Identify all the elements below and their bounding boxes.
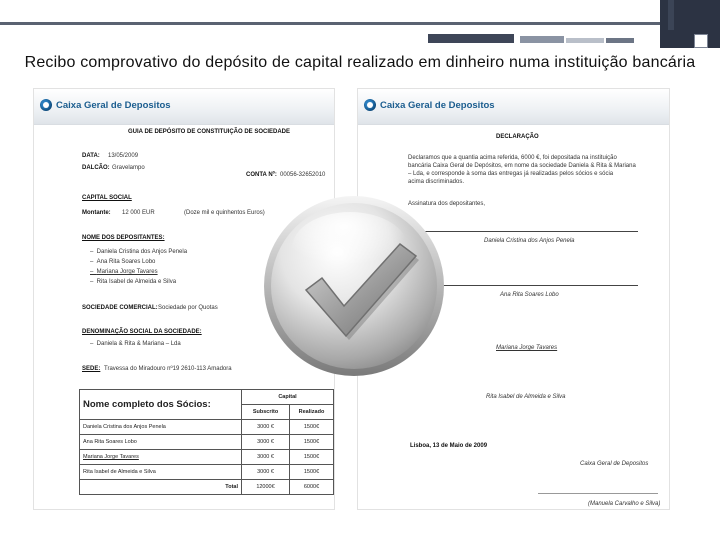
- document-header: [358, 89, 669, 125]
- subscribed-value: 3000 €: [242, 435, 290, 450]
- deco-bar: [566, 38, 604, 43]
- table-header-row: [80, 390, 334, 405]
- declaration-line: acima discriminados.: [408, 179, 465, 185]
- date-value: 13/05/2009: [108, 153, 139, 159]
- bank-logo-icon: [364, 99, 376, 111]
- account-label: CONTA Nº:: [246, 172, 277, 178]
- bank-brand: [364, 99, 495, 111]
- amount-value: 12 000 EUR: [122, 210, 155, 216]
- subscribed-value: 3000 €: [242, 420, 290, 435]
- subscribed-value: 3000 €: [242, 465, 290, 480]
- account-value: 00056-32652010: [280, 172, 326, 178]
- declaration-line: – Lda, e corresponde à soma das entregas já realizadas pelos sócios e sócia: [408, 171, 614, 177]
- partner-name: Ana Rita Soares Lobo: [80, 435, 242, 450]
- declaration-line: bancária Caixa Geral de Depósitos, em nome da sociedade Daniela & Rita & Mariana: [408, 163, 636, 169]
- signature-line: [424, 285, 638, 286]
- signature-line: [424, 231, 638, 232]
- company-type-value: Sociedade por Quotas: [158, 305, 218, 311]
- check-icon: [262, 194, 446, 378]
- document-header: [34, 89, 334, 125]
- date-label: DATA:: [82, 153, 100, 159]
- guide-heading: GUIA DE DEPÓSITO DE CONSTITUIÇÃO DE SOCIEDADE: [128, 129, 291, 135]
- deco-bar: [520, 36, 564, 43]
- depositor-item: – Rita Isabel de Almeida e Silva: [90, 279, 177, 285]
- partners-capital-table: [79, 389, 334, 495]
- company-name-title: DENOMINAÇÃO SOCIAL DA SOCIEDADE:: [82, 329, 202, 335]
- paid-value: 1500€: [290, 420, 334, 435]
- table-row: [80, 450, 334, 465]
- top-decoration: [0, 0, 720, 24]
- paid-value: 1500€: [290, 435, 334, 450]
- paid-header: Realizado: [290, 405, 334, 420]
- bank-logo-icon: [40, 99, 52, 111]
- depositor-item: – Ana Rita Soares Lobo: [90, 259, 156, 265]
- partners-header: Nome completo dos Sócios:: [83, 399, 211, 410]
- signer-name: Mariana Jorge Tavares: [496, 345, 558, 351]
- total-paid: 6000€: [290, 480, 334, 495]
- subscribed-value: 3000 €: [242, 450, 290, 465]
- signer-name: Ana Rita Soares Lobo: [500, 292, 559, 298]
- bank-name: Caixa Geral de Depositos: [56, 99, 171, 111]
- depositor-item: – Daniela Cristina dos Anjos Penela: [90, 249, 188, 255]
- place-date: Lisboa, 13 de Maio de 2009: [410, 443, 488, 449]
- deco-square: [694, 34, 708, 48]
- table-row: [80, 465, 334, 480]
- signer-name: Daniela Cristina dos Anjos Penela: [484, 238, 575, 244]
- paid-value: 1500€: [290, 465, 334, 480]
- top-strip: [0, 22, 720, 25]
- deco-bar: [606, 38, 634, 43]
- top-corner-accent: [668, 0, 674, 30]
- capital-title: CAPITAL SOCIAL: [82, 195, 132, 201]
- subscribed-header: Subscrito: [242, 405, 290, 420]
- partner-name: Daniela Cristina dos Anjos Penela: [80, 420, 242, 435]
- amount-label: Montante:: [82, 210, 111, 216]
- slide-title: Recibo comprovativo do depósito de capital realizado em dinheiro numa instituição bancária: [24, 54, 696, 71]
- paid-value: 1500€: [290, 450, 334, 465]
- deco-bar: [428, 34, 514, 43]
- depositors-title: NOME DOS DEPOSITANTES:: [82, 235, 165, 241]
- capital-header: Capital: [242, 390, 334, 405]
- bank-signature-label: Caixa Geral de Depositos: [580, 461, 649, 467]
- partner-name: Mariana Jorge Tavares: [80, 450, 242, 465]
- headquarters-label: SEDE:: [82, 366, 101, 372]
- total-label: Total: [80, 480, 242, 495]
- bank-brand: [40, 99, 171, 111]
- table-total-row: [80, 480, 334, 495]
- declaration-heading: DECLARAÇÃO: [496, 134, 539, 140]
- headquarters-value: Travessa do Miradouro nº19 2610-113 Amadora: [104, 366, 232, 372]
- total-subscribed: 12000€: [242, 480, 290, 495]
- table-row: [80, 435, 334, 450]
- partner-name: Rita Isabel de Almeida e Silva: [80, 465, 242, 480]
- company-name-value: – Daniela & Rita & Mariana – Lda: [90, 341, 181, 347]
- amount-words: (Doze mil e quinhentos Euros): [184, 210, 265, 216]
- bank-name: Caixa Geral de Depositos: [380, 99, 495, 111]
- depositor-item: – Mariana Jorge Tavares: [90, 269, 158, 275]
- declaration-line: Declaramos que a quantia acima referida, 6000 €, foi depositada na instituição: [408, 155, 617, 161]
- signature-line: [538, 493, 658, 494]
- bank-officer-name: (Manuela Carvalho e Silva): [588, 501, 661, 507]
- table-row: [80, 420, 334, 435]
- company-type-label: SOCIEDADE COMERCIAL:: [82, 305, 158, 311]
- branch-label: DALCÃO:: [82, 165, 110, 171]
- signatures-label: Assinatura dos depositantes,: [408, 201, 486, 207]
- branch-value: Gravelampo: [112, 165, 145, 171]
- signer-name: Rita Isabel de Almeida e Silva: [486, 394, 566, 400]
